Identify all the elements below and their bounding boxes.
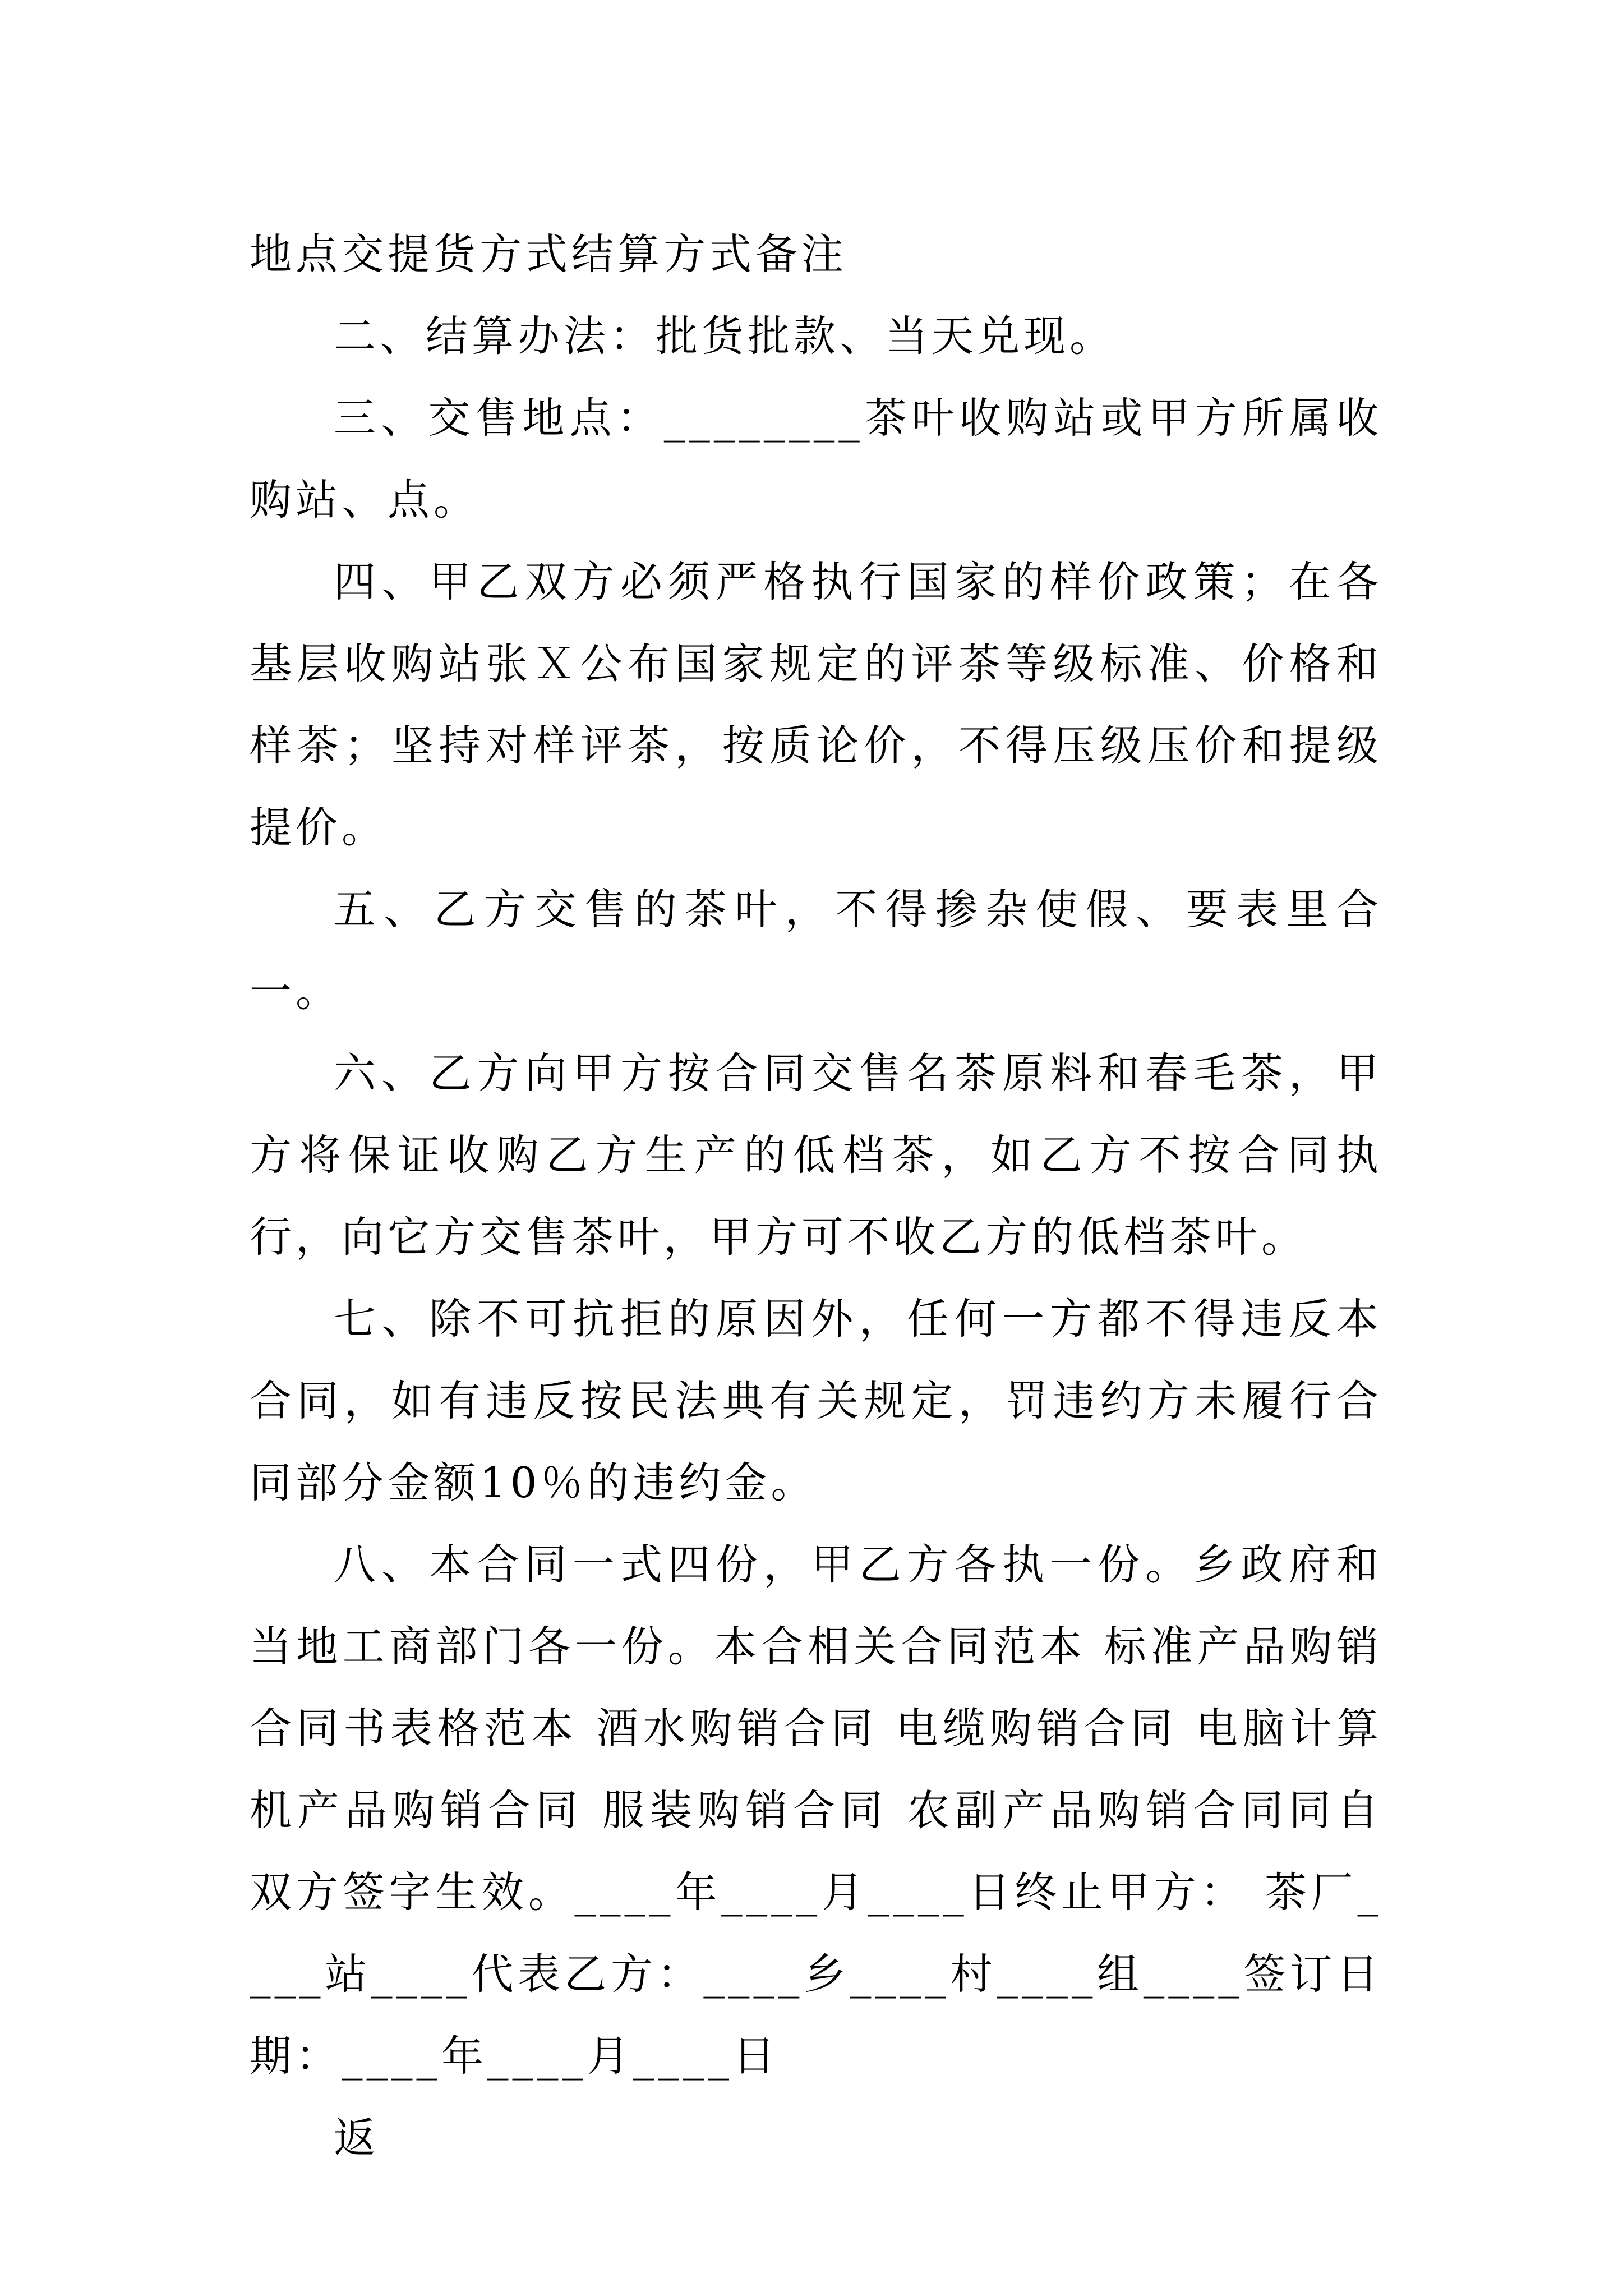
paragraph-header-row: 地点交提货方式结算方式备注 xyxy=(250,229,848,279)
paragraph-copies-signing: 八、本合同一式四份，甲乙方各执一份。乡政府和当地工商部门各一份。本合相关合同范本 标准产品购销合同书表格范本 酒水购销合同 电缆购销合同 电脑计算机产品购销合同 服装购销合同 农副产品购销合同同自双方签字生效。____年____月____日终止甲方： 茶厂____站____代表乙方：____乡____村____组____签订日期：____年____月____日 xyxy=(250,1540,1382,2081)
paragraph-delivery-location: 三、交售地点：________茶叶收购站或甲方所属收购站、点。 xyxy=(250,393,1382,524)
paragraph-settlement: 二、结算办法：批货批款、当天兑现。 xyxy=(334,311,1116,361)
paragraph-purchase-guarantee: 六、乙方向甲方按合同交售名茶原料和春毛茶，甲方将保证收购乙方生产的低档茶，如乙方不按合同执行，向它方交售茶叶，甲方可不收乙方的低档茶叶。 xyxy=(250,1048,1382,1262)
paragraph-pricing-policy: 四、甲乙双方必须严格执行国家的样价政策；在各基层收购站张Ｘ公布国家规定的评茶等级标准、价格和样茶；坚持对样评茶，按质论价，不得压级压价和提级提价。 xyxy=(250,557,1382,852)
paragraph-quality: 五、乙方交售的茶叶，不得掺杂使假、要表里合一。 xyxy=(250,885,1382,1016)
paragraph-breach-penalty: 七、除不可抗拒的原因外，任何一方都不得违反本合同，如有违反按民法典有关规定，罚违约方未履行合同部分金额10％的违约金。 xyxy=(250,1294,1382,1507)
paragraph-return: 返 xyxy=(334,2113,380,2162)
document-body xyxy=(250,213,1382,2179)
